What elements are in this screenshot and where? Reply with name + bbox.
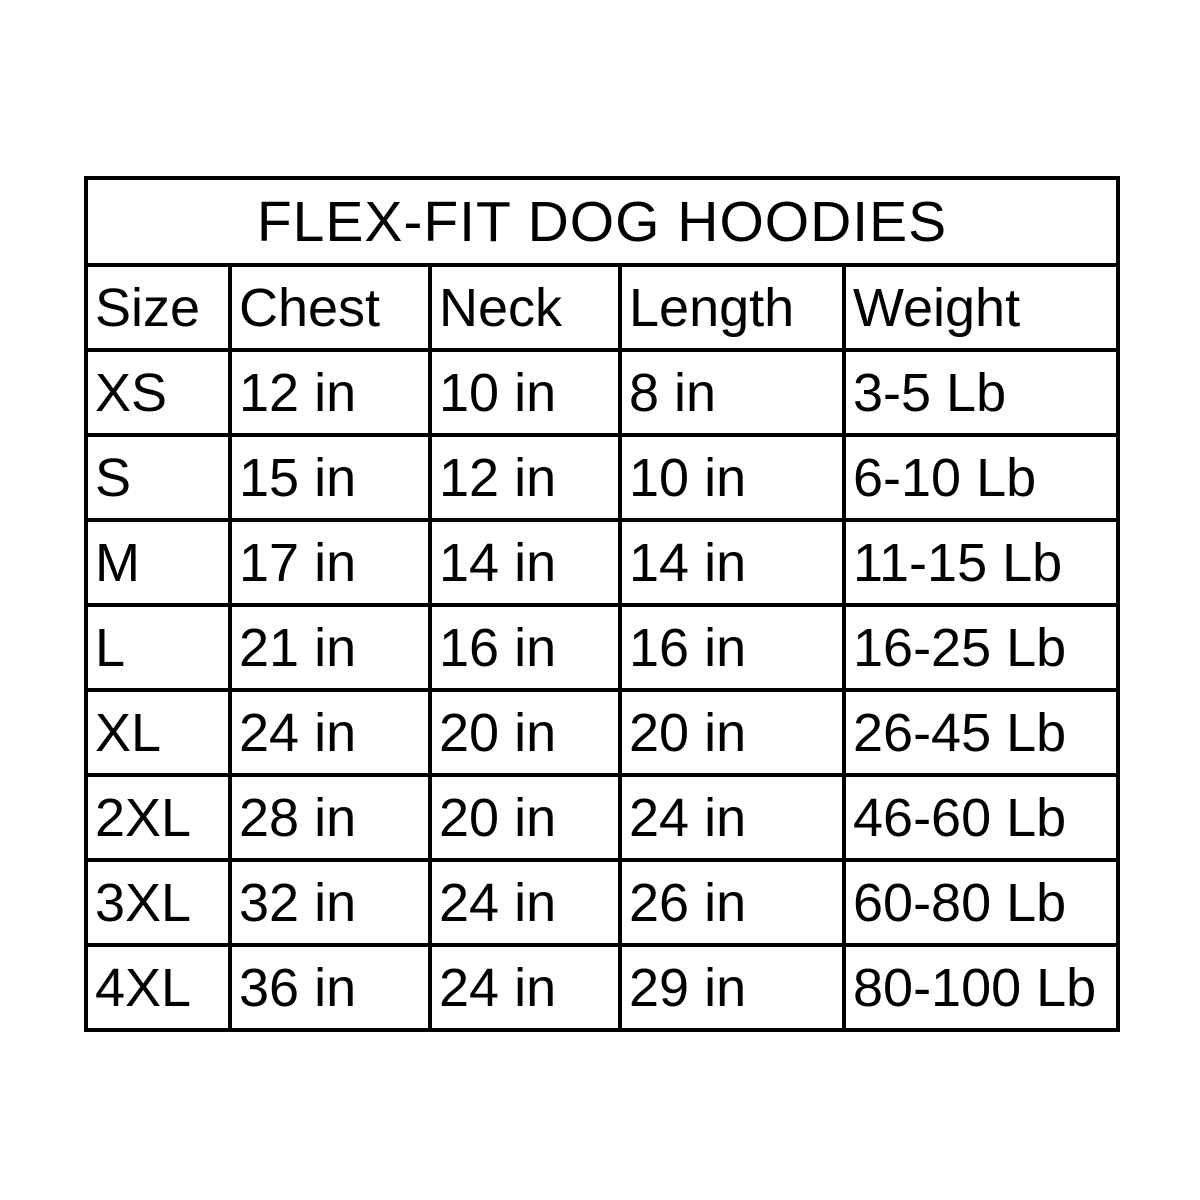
cell-neck: 24 in <box>430 860 620 945</box>
column-header-neck: Neck <box>430 265 620 350</box>
cell-length: 10 in <box>620 435 844 520</box>
column-header-length: Length <box>620 265 844 350</box>
cell-neck: 16 in <box>430 605 620 690</box>
cell-size: XL <box>86 690 230 775</box>
table-row <box>86 350 1118 435</box>
cell-weight: 16-25 Lb <box>844 605 1118 690</box>
table-row <box>86 605 1118 690</box>
cell-length: 20 in <box>620 690 844 775</box>
cell-length: 29 in <box>620 945 844 1030</box>
cell-weight: 60-80 Lb <box>844 860 1118 945</box>
cell-neck: 10 in <box>430 350 620 435</box>
table-row <box>86 860 1118 945</box>
table-row <box>86 775 1118 860</box>
table-row <box>86 690 1118 775</box>
cell-length: 26 in <box>620 860 844 945</box>
table-row <box>86 435 1118 520</box>
column-header-size: Size <box>86 265 230 350</box>
cell-length: 8 in <box>620 350 844 435</box>
cell-size: 4XL <box>86 945 230 1030</box>
cell-chest: 24 in <box>230 690 430 775</box>
cell-size: 2XL <box>86 775 230 860</box>
cell-size: L <box>86 605 230 690</box>
cell-weight: 46-60 Lb <box>844 775 1118 860</box>
cell-weight: 11-15 Lb <box>844 520 1118 605</box>
cell-weight: 26-45 Lb <box>844 690 1118 775</box>
chart-title: FLEX-FIT DOG HOODIES <box>86 178 1118 265</box>
cell-weight: 3-5 Lb <box>844 350 1118 435</box>
cell-chest: 21 in <box>230 605 430 690</box>
cell-length: 14 in <box>620 520 844 605</box>
title-row <box>86 178 1118 265</box>
cell-chest: 17 in <box>230 520 430 605</box>
cell-neck: 14 in <box>430 520 620 605</box>
cell-length: 24 in <box>620 775 844 860</box>
table-row <box>86 520 1118 605</box>
table-row <box>86 945 1118 1030</box>
table-body <box>86 350 1118 1030</box>
cell-weight: 80-100 Lb <box>844 945 1118 1030</box>
column-header-weight: Weight <box>844 265 1118 350</box>
size-chart-table <box>84 176 1120 1032</box>
cell-chest: 36 in <box>230 945 430 1030</box>
cell-chest: 12 in <box>230 350 430 435</box>
header-row <box>86 265 1118 350</box>
cell-size: 3XL <box>86 860 230 945</box>
cell-neck: 12 in <box>430 435 620 520</box>
cell-size: S <box>86 435 230 520</box>
cell-chest: 28 in <box>230 775 430 860</box>
cell-chest: 32 in <box>230 860 430 945</box>
cell-length: 16 in <box>620 605 844 690</box>
column-header-chest: Chest <box>230 265 430 350</box>
cell-neck: 24 in <box>430 945 620 1030</box>
cell-weight: 6-10 Lb <box>844 435 1118 520</box>
cell-neck: 20 in <box>430 690 620 775</box>
cell-neck: 20 in <box>430 775 620 860</box>
cell-chest: 15 in <box>230 435 430 520</box>
cell-size: XS <box>86 350 230 435</box>
cell-size: M <box>86 520 230 605</box>
